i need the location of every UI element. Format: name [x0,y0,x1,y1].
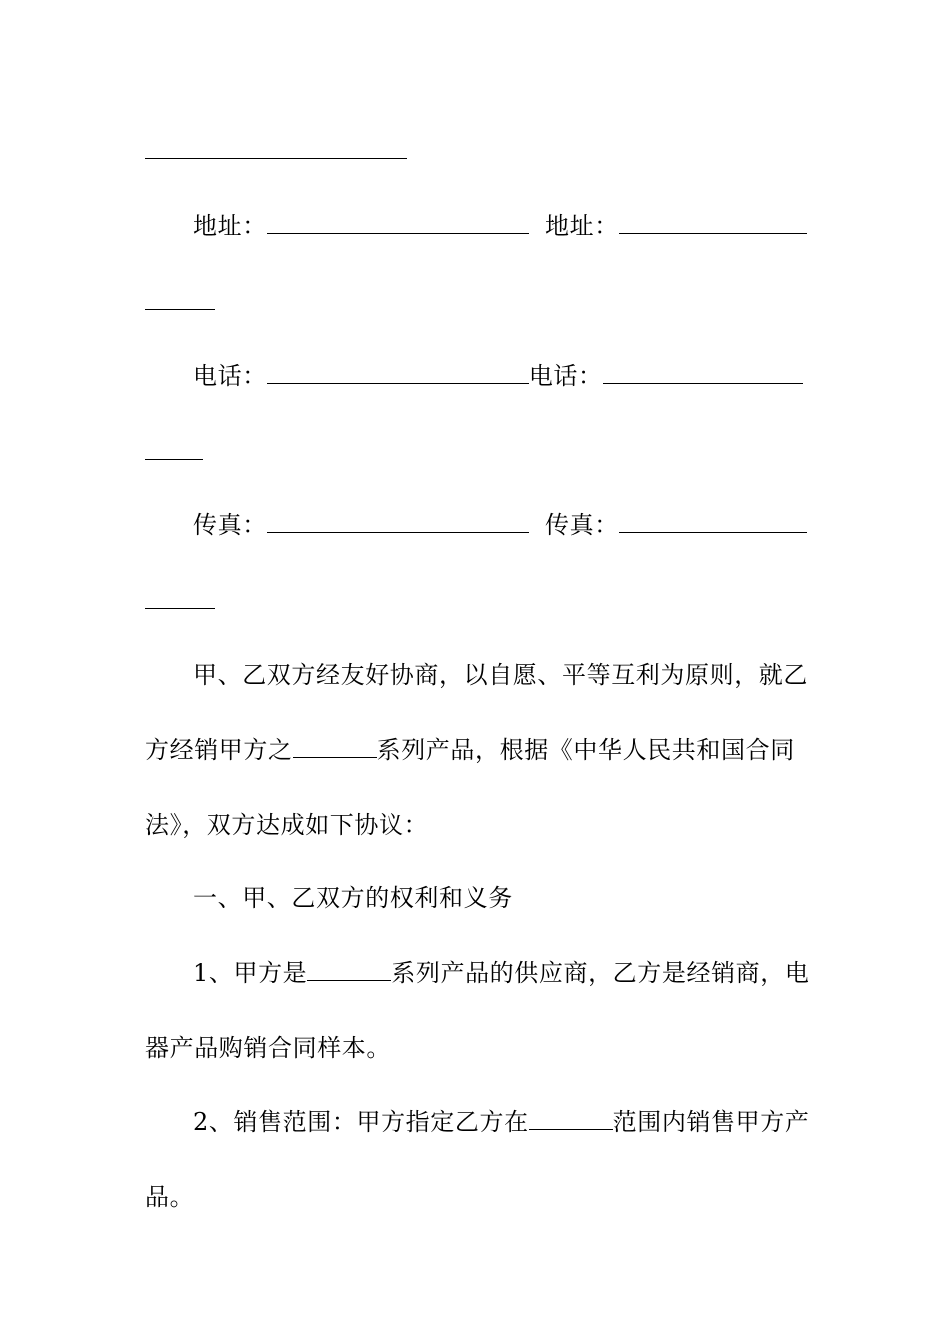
phone-label-party-a: 电话： [193,362,267,390]
intro-paragraph-line-3: 法》，双方达成如下协议： [145,811,429,839]
item1-text-b: 系列产品的供应商，乙方是经销商，电 [391,959,810,987]
item-1-line-1 [193,958,810,988]
fax-label-party-b: 传真： [545,511,619,539]
fax-row [193,510,805,540]
intro-line2-text-a: 方经销甲方之 [145,736,293,764]
section-heading-rights-obligations: 一、甲、乙双方的权利和义务 [193,884,513,912]
fax-label-party-a: 传真： [193,511,267,539]
item-2-line-1 [193,1107,810,1137]
item2-text-b: 范围内销售甲方产 [612,1108,810,1136]
item1-text-a: 1、甲方是 [193,959,308,987]
address-row [193,211,805,241]
address-label-party-b: 地址： [545,212,619,240]
item2-text-a: 2、销售范围：甲方指定乙方在 [193,1108,529,1136]
product-series-blank [293,735,377,758]
intro-paragraph-line-1: 甲、乙双方经友好协商，以自愿、平等互利为原则，就乙 [193,661,808,689]
phone-blank-party-a [267,361,529,384]
address-blank-party-a [267,211,529,234]
address-continuation-rule [145,309,215,310]
phone-blank-party-b [603,361,803,384]
address-blank-party-b [619,211,807,234]
fax-continuation-rule [145,608,215,609]
item1-series-blank [307,958,391,981]
phone-continuation-rule [145,459,203,460]
item-1-line-2: 器产品购销合同样本。 [145,1034,391,1062]
phone-label-party-b: 电话： [528,362,603,390]
fax-blank-party-b [619,510,807,533]
item2-range-blank [529,1107,613,1130]
address-label-party-a: 地址： [193,212,267,240]
intro-paragraph-line-2 [145,735,805,765]
intro-line2-text-b: 系列产品，根据《中华人民共和国合同 [376,736,795,764]
fax-blank-party-a [267,510,529,533]
phone-row [193,361,805,391]
item-2-line-2: 品。 [145,1183,195,1211]
top-signature-rule [145,158,407,159]
